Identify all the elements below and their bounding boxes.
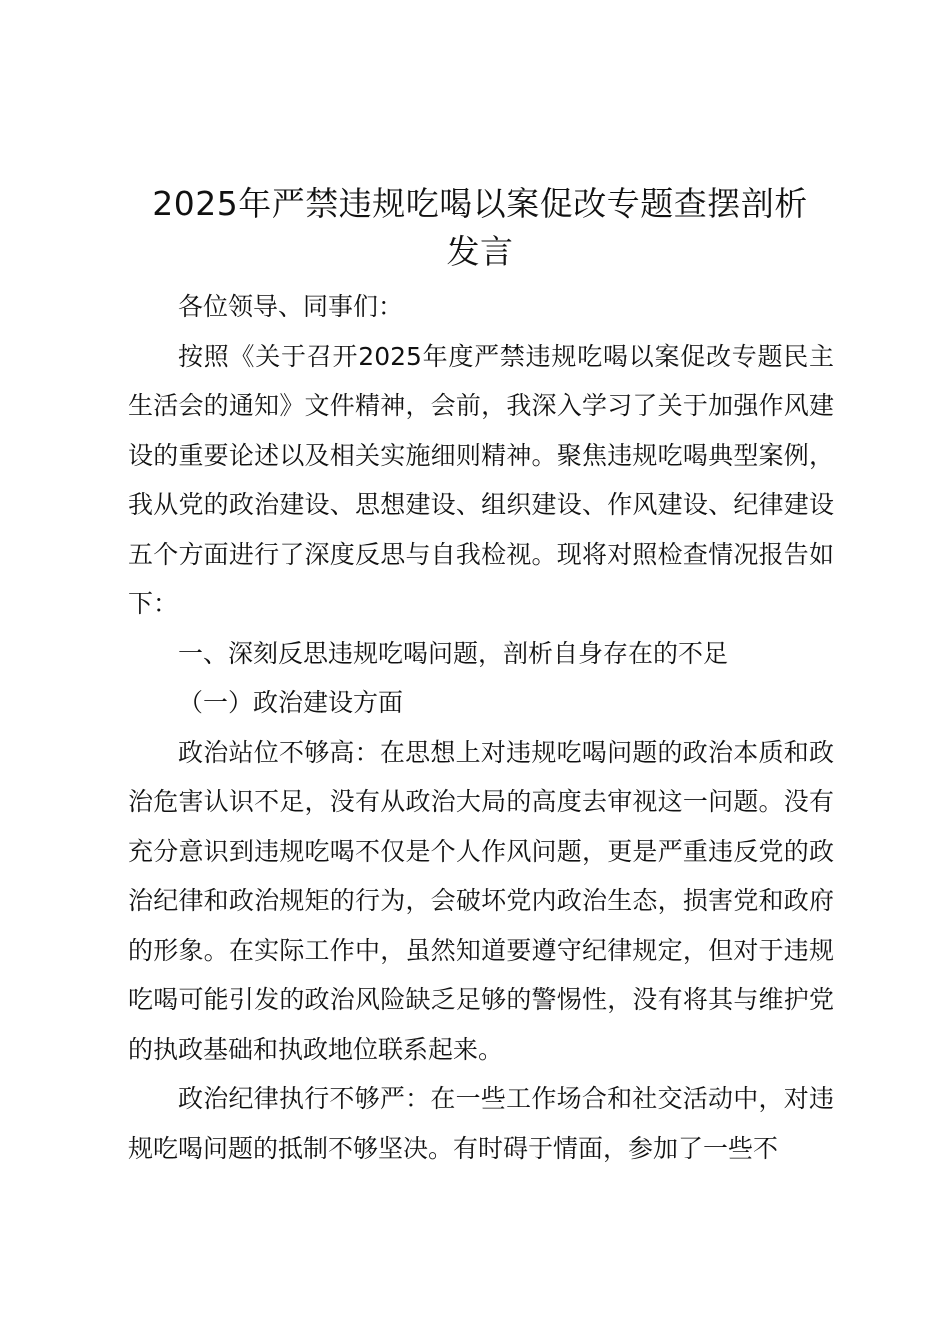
document-body — [128, 282, 834, 1173]
title-line-2: 发言 — [446, 232, 514, 271]
paragraph-political-discipline: 政治纪律执行不够严：在一些工作场合和社交活动中，对违规吃喝问题的抵制不够坚决。有时碍于情面，参加了一些不 — [128, 1084, 834, 1163]
paragraph-political-stance: 政治站位不够高：在思想上对违规吃喝问题的政治本质和政治危害认识不足，没有从政治大局的高度去审视这一问题。没有充分意识到违规吃喝不仅是个人作风问题，更是严重违反党的政治纪律和政治规矩的行为，会破坏党内政治生态，损害党和政府的形象。在实际工作中，虽然知道要遵守纪律规定，但对于违规吃喝可能引发的政治风险缺乏足够的警惕性，没有将其与维护党的执政基础和执政地位联系起来。 — [128, 737, 834, 1064]
salutation: 各位领导、同事们： — [178, 292, 404, 321]
paragraph-intro: 按照《关于召开2025年度严禁违规吃喝以案促改专题民主生活会的通知》文件精神，会前，我深入学习了关于加强作风建设的重要论述以及相关实施细则精神。聚焦违规吃喝典型案例，我从党的政治建设、思想建设、组织建设、作风建设、纪律建设五个方面进行了深度反思与自我检视。现将对照检查情况报告如下： — [128, 341, 834, 618]
title-line-1: 2025年严禁违规吃喝以案促改专题查摆剖析 — [152, 184, 808, 223]
subsection-heading: （一）政治建设方面 — [178, 688, 404, 717]
section-heading: 一、深刻反思违规吃喝问题，剖析自身存在的不足 — [178, 638, 729, 668]
document-title — [110, 180, 850, 276]
